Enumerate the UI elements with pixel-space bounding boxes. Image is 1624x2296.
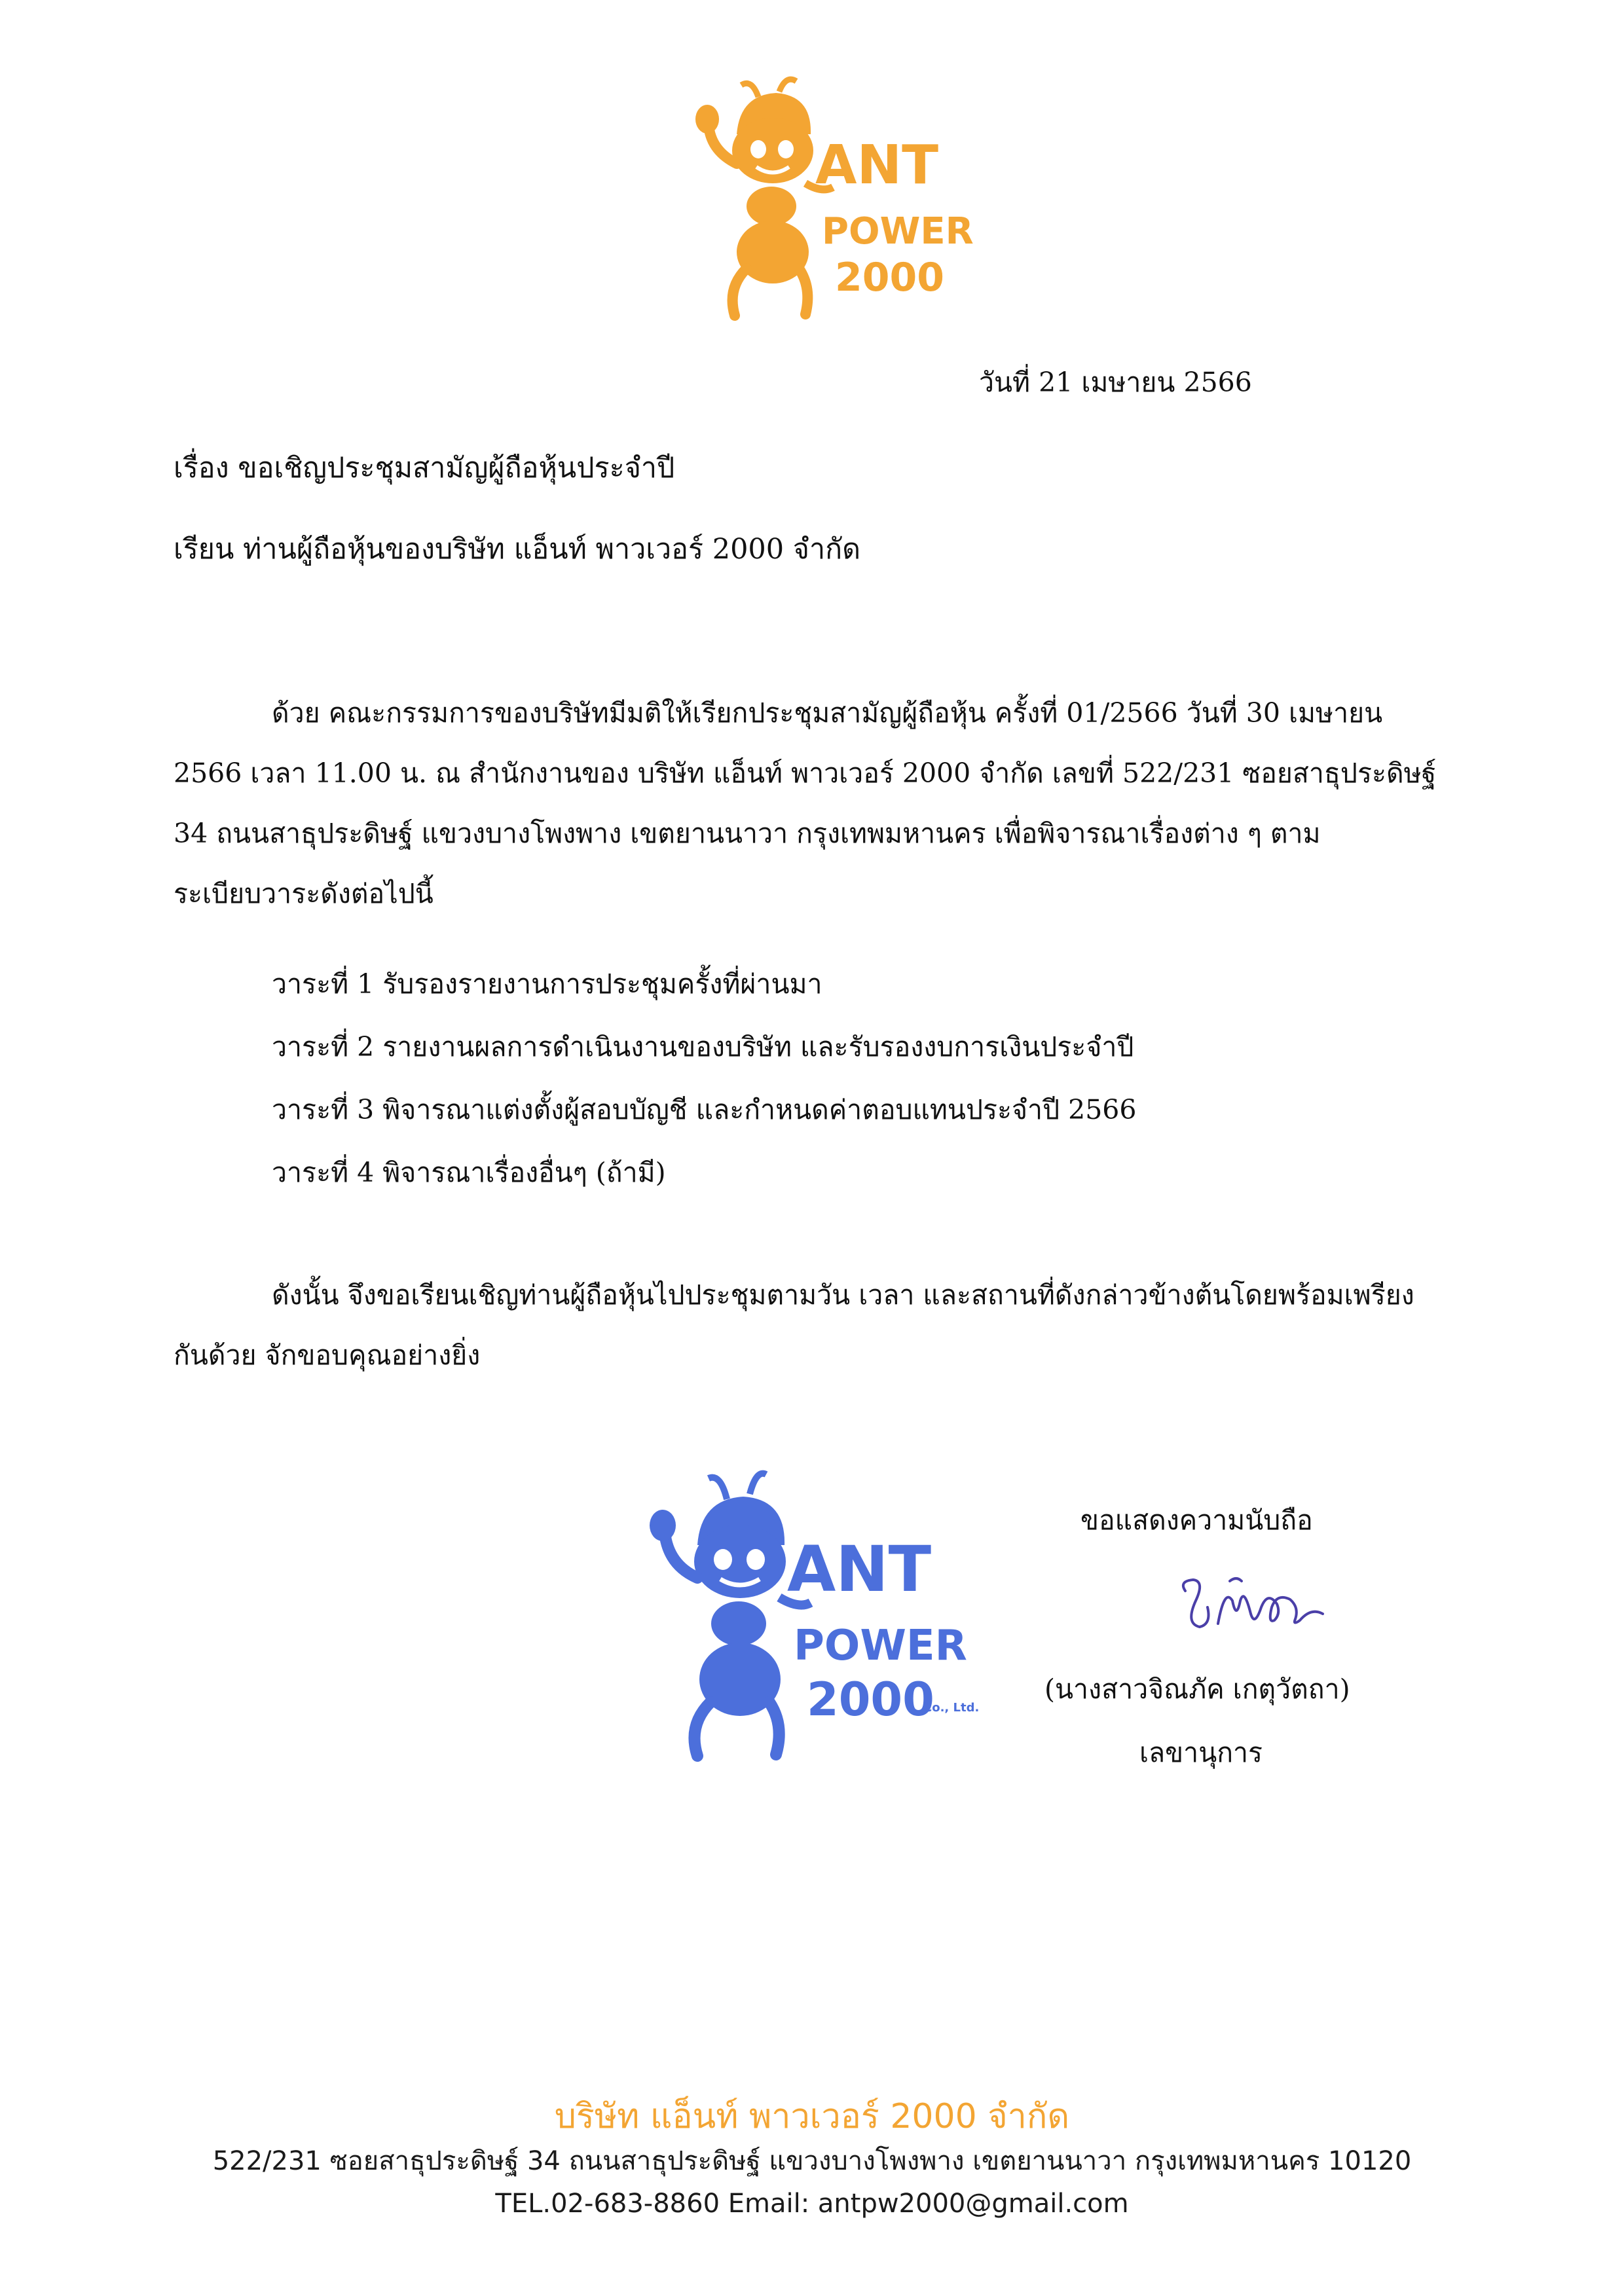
agenda-item: วาระที่ 3 พิจารณาแต่งตั้งผู้สอบบัญชี และกำหนดค่าตอบแทนประจำปี 2566: [272, 1094, 1137, 1125]
company-logo: [681, 72, 974, 321]
stamp-text-suffix: Co., Ltd.: [923, 1701, 980, 1715]
stamp-text-2000: 2000: [807, 1673, 934, 1726]
letter-subject: เรื่อง ขอเชิญประชุมสามัญผู้ถือหุ้นประจำปี: [174, 452, 675, 484]
letter-paragraph-1: ด้วย คณะกรรมการของบริษัทมีมติให้เรียกประชุมสามัญผู้ถือหุ้น ครั้งที่ 01/2566 วันที่ 30 เมษายน 2566 เวลา 11.00 น. ณ สำนักงานของ บริษัท แอ็นท์ พาวเวอร์ 2000 จำกัด เลขที่ 522/231 ซอยสาธุประดิษฐ์ 34 ถนนสาธุประดิษฐ์ แขวงบางโพงพาง เขตยานนาวา กรุงเทพมหานคร เพื่อพิจารณาเรื่องต่าง ๆ ตามระเบียบวาระดังต่อไปนี้: [174, 697, 1437, 909]
letter-paragraph-2: ดังนั้น จึงขอเรียนเชิญท่านผู้ถือหุ้นไปประชุมตามวัน เวลา และสถานที่ดังกล่าวข้างต้นโดยพร้อมเพรียงกันด้วย จักขอบคุณอย่างยิ่ง: [174, 1279, 1414, 1371]
logo-text-2000: 2000: [835, 255, 944, 301]
footer-contact: TEL.02-683-8860 Email: antpw2000@gmail.com: [495, 2189, 1129, 2219]
signer-position: เลขานุการ: [1139, 1737, 1263, 1768]
agenda-list: [272, 953, 1136, 1204]
agenda-item: วาระที่ 1 รับรองรายงานการประชุมครั้งที่ผ่านมา: [272, 968, 822, 1000]
stamp-text-power: POWER: [794, 1622, 967, 1670]
logo-text-power: POWER: [822, 210, 974, 253]
handwritten-signature: [1159, 1561, 1342, 1660]
company-stamp: [635, 1460, 980, 1761]
footer-address: 522/231 ซอยสาธุประดิษฐ์ 34 ถนนสาธุประดิษฐ์ แขวงบางโพงพาง เขตยานนาวา กรุงเทพมหานคร 10120: [212, 2146, 1412, 2176]
closing-salutation: ขอแสดงความนับถือ: [1080, 1504, 1313, 1536]
stamp-text-ant: ANT: [787, 1533, 932, 1606]
agenda-item: วาระที่ 4 พิจารณาเรื่องอื่นๆ (ถ้ามี): [272, 1157, 666, 1188]
letter-recipient: เรียน ท่านผู้ถือหุ้นของบริษัท แอ็นท์ พาวเวอร์ 2000 จำกัด: [174, 533, 861, 566]
agenda-item: วาระที่ 2 รายงานผลการดำเนินงานของบริษัท และรับรองงบการเงินประจำปี: [272, 1031, 1134, 1063]
logo-text-ant: ANT: [815, 134, 939, 196]
letter-date: วันที่ 21 เมษายน 2566: [979, 367, 1252, 398]
footer-company-name: บริษัท แอ็นท์ พาวเวอร์ 2000 จำกัด: [554, 2097, 1070, 2136]
signer-name: (นางสาวจิณภัค เกตุวัตถา): [1044, 1673, 1350, 1705]
